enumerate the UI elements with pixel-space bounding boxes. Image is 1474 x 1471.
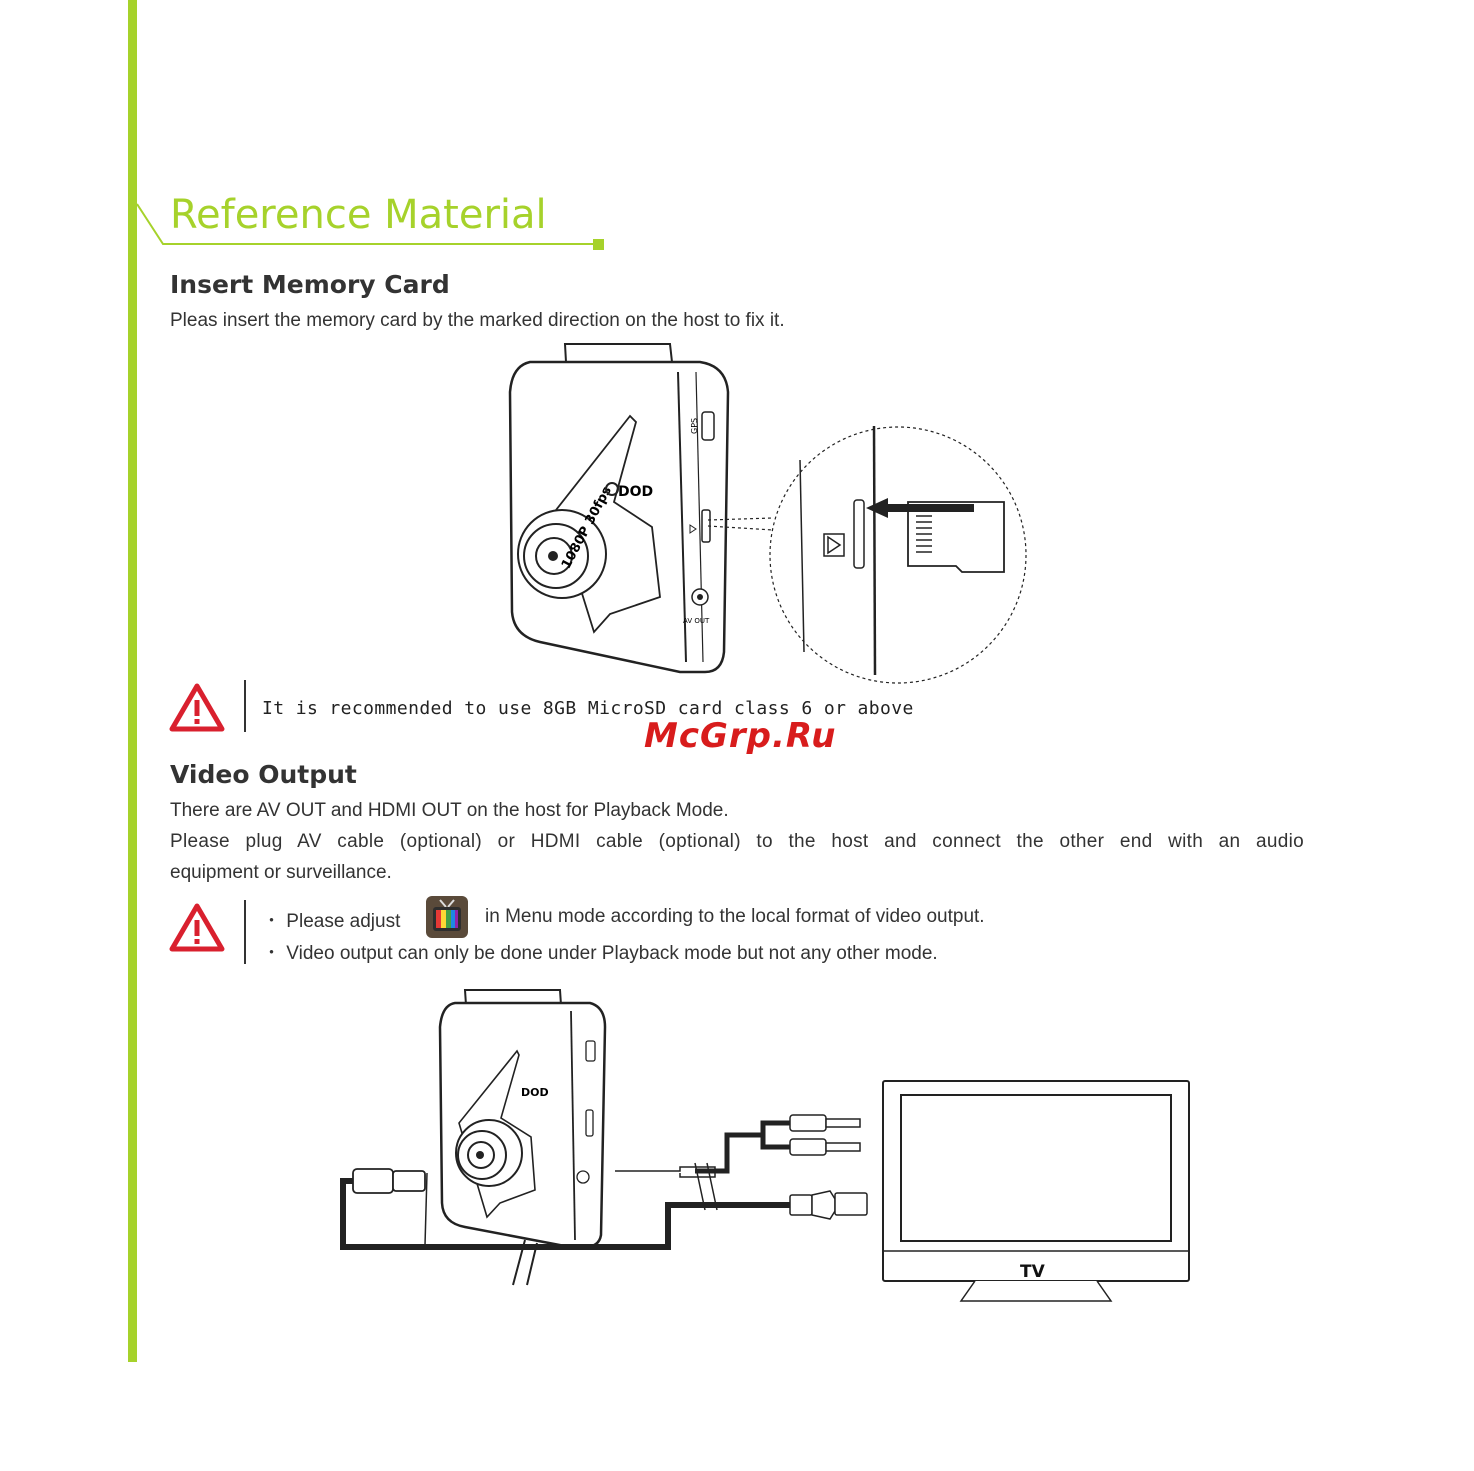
note-adjust-after: in Menu mode according to the local format of video output. — [485, 906, 985, 927]
insert-memory-card-instruction: Pleas insert the memory card by the marked direction on the host to fix it. — [170, 310, 785, 331]
video-connection-diagram — [335, 985, 1195, 1305]
tv-settings-icon — [426, 896, 468, 938]
divider — [244, 680, 246, 732]
memory-card-warning: It is recommended to use 8GB MicroSD card class 6 or above — [262, 698, 914, 719]
resolution-label: 1080P 30fps — [558, 484, 615, 572]
sd-slot-zoom-illustration — [708, 420, 1034, 685]
camera-illustration — [500, 342, 740, 677]
bullet: ・ — [262, 911, 282, 932]
watermark: McGrp.Ru — [644, 716, 837, 756]
diagram-brand-logo: DOD — [521, 1086, 549, 1099]
note-playback-only — [262, 938, 938, 965]
video-output-line3: equipment or surveillance. — [170, 862, 392, 883]
brand-logo: DOD — [618, 484, 654, 500]
video-output-heading: Video Output — [170, 760, 357, 789]
video-output-line1: There are AV OUT and HDMI OUT on the host for Playback Mode. — [170, 800, 729, 821]
video-output-line2: Please plug AV cable (optional) or HDMI cable (optional) to the host and connect the other end with an audio — [170, 831, 1304, 852]
section-title: Reference Material — [170, 192, 547, 238]
gps-label: GPS — [690, 417, 699, 434]
tv-label: TV — [1020, 1262, 1045, 1282]
warning-icon — [168, 902, 226, 954]
warning-icon — [168, 682, 226, 734]
av-out-label: AV OUT — [683, 617, 710, 625]
note-adjust — [262, 906, 400, 933]
divider — [244, 900, 246, 964]
note-playback-only-text: Video output can only be done under Playback mode but not any other mode. — [286, 943, 938, 964]
bullet: ・ — [262, 943, 282, 964]
insert-memory-card-heading: Insert Memory Card — [170, 270, 450, 299]
note-adjust-before: Please adjust — [286, 911, 401, 932]
